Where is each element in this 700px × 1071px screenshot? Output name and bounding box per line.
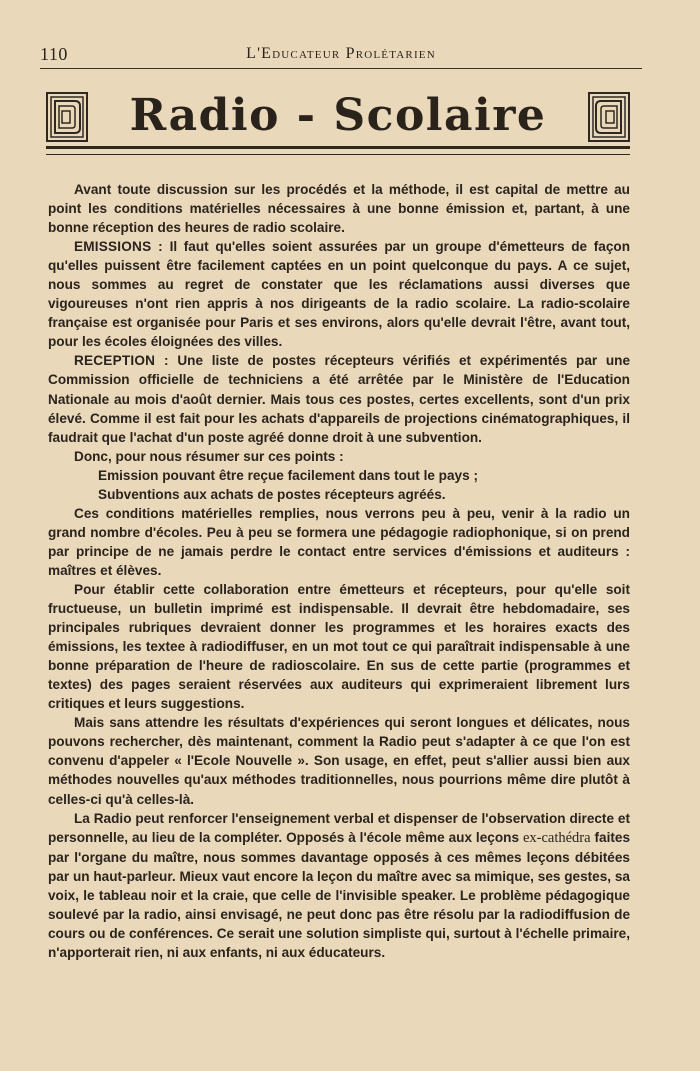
geometric-ornament-icon [46,92,88,142]
section-term: RECEPTION : [74,353,169,369]
paragraph-text: Une liste de postes récepteurs vérifiés et expérimentés par une Commission officielle de techniciens a été arrêtée par le Ministère de l'Education Nationale au mois d'août dernier. Mais tous ces postes, certes excellents, sont d'un prix élevé. Comme il est fait pour les achats d'appareils de projections cinématographiques, il faudrait que l'achat d'un poste agréé donne droit à une subvention. [48,353,631,445]
summary-item: Subventions aux achats de postes récepteurs agréés. [98,486,446,502]
summary-item: Emission pouvant être reçue facilement dans tout le pays ; [98,467,478,483]
paragraph: Mais sans attendre les résultats d'expériences qui seront longues et délicates, nous pouvons rechercher, dès maintenant, comment la Radio peut s'adapter à ce que l'on est convenu d'appeler « l'Ecole Nouvelle ». Son usage, en effet, peut s'allier aussi bien aux méthodes nouvelles qu'aux méthodes traditionnelles, nous pourrions même dire plutôt à celles-ci qu'à celles-là. [48,715,630,807]
paragraph-reception [48,351,630,446]
paragraph: Ces conditions matérielles remplies, nous verrons peu à peu, venir à la radio un grand nombre d'écoles. Peu à peu se formera une pédagogie radiophonique, si on prend par principe de ne jamais perdre le contact entre services d'émissions et auditeurs : maîtres et élèves. [48,505,630,578]
paragraph-emissions [48,237,630,351]
paragraph: Donc, pour nous résumer sur ces points : [74,448,344,464]
journal-title: L'Educateur Prolétarien [246,45,436,62]
paragraph: Pour établir cette collaboration entre émetteurs et récepteurs, pour qu'elle soit fructueuse, un bulletin imprimé est indispensable. Il devrait être hebdomadaire, ses principales rubriques devraient donner les programmes et les horaires exacts des émissions, les textee à radiodiffuser, en un mot tout ce qui paraîtrait indispensable à une bonne préparation de l'heure de radioscolaire. En sus de cette partie (programmes et textes) des pages seraient réservées aux auditeurs qui exprimeraient librement lurs critiques et leurs suggestions. [48,581,630,712]
geometric-ornament-icon [588,92,630,142]
paragraph-text: faites par l'organe du maître, nous sommes davantage opposés à ces mêmes leçons débitées par un haut-parleur. Mieux vaut encore la leçon du maître avec sa mimique, ses gestes, sa voix, le tableau noir et la craie, que celle de l'invisible speaker. Le problème pédagogique soulevé par la radio, ainsi envisagé, ne peut donc pas être résolu par la radiodiffusion de cours ou de conférences. Ce serait une solution simpliste qui, surtout à l'échelle primaire, n'apporterait rien, ni aux enfants, ni aux éducateurs. [48,829,630,960]
paragraph-text: La Radio peut renforcer l'enseignement verbal et dispenser de l'observation directe et personnelle, au lieu de la compléter. Opposés à l'école même aux leçons [48,810,630,845]
paragraph [48,809,630,962]
paragraph: Avant toute discussion sur les procédés et la méthode, il est capital de mettre au point les conditions matérielles nécessaires à une bonne émission et, partant, à une bonne réception des heures de radio scolaire. [48,182,630,236]
running-header [40,40,642,69]
article-body [48,180,630,962]
article-title: Radio - Scolaire [129,90,547,141]
title-block [46,84,630,154]
title-rule-thin [46,154,630,155]
paragraph-text: Il faut qu'elles soient assurées par un groupe d'émetteurs de façon qu'elles puissent être facilement captées en un point quelconque du pays. A ce sujet, nous sommes au regret de constater que les réclamations aussi diverses que vigoureuses n'ont rien appris à nos dirigeants de la radio scolaire. La radio-scolaire française est organisée pour Paris et ses environs, alors qu'elle devrait l'être, avant tout, pour les écoles éloignées des villes. [48,239,631,350]
page-number: 110 [40,44,68,64]
title-rule-thick [46,146,630,149]
section-term: EMISSIONS : [74,239,163,255]
latin-phrase: ex-cathédra [522,829,591,846]
